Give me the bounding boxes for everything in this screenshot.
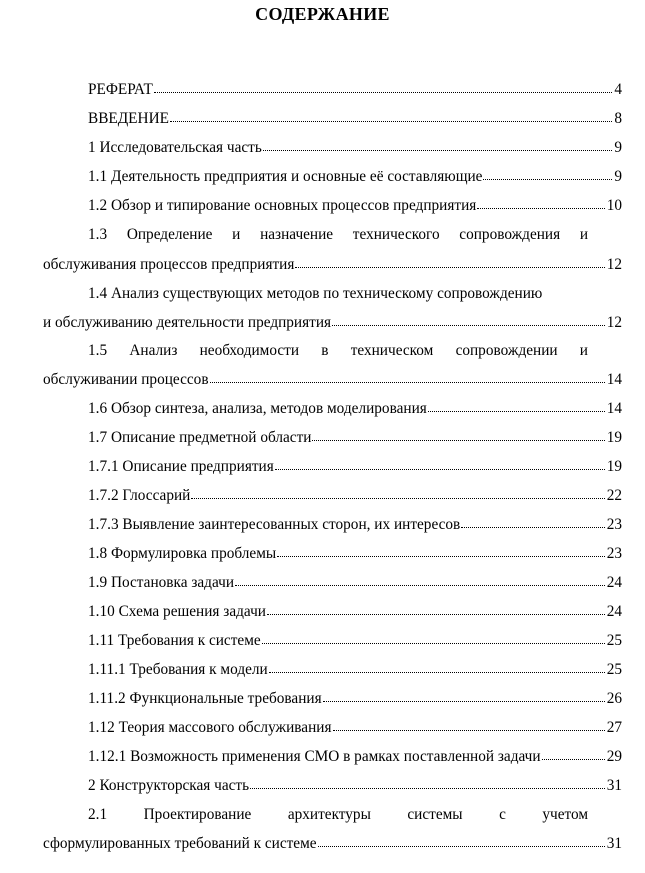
dot-leader: [210, 381, 605, 383]
dot-leader: [428, 410, 605, 412]
dot-leader: [318, 845, 605, 847]
word: учетом: [542, 806, 589, 823]
toc-entry-title: сформулированных требований к системе: [43, 835, 317, 852]
toc-entry-page: 24: [606, 574, 622, 591]
toc-entry[interactable]: [43, 314, 622, 332]
toc-entry-title: 1.7.1 Описание предприятия: [88, 458, 274, 475]
dot-leader: [269, 671, 605, 673]
word: 1.5: [88, 342, 108, 359]
toc-entry[interactable]: [88, 777, 622, 795]
toc-entry-page: 22: [606, 487, 622, 504]
toc-entry[interactable]: [88, 574, 622, 592]
dot-leader: [262, 642, 605, 644]
toc-entry-page: 19: [606, 458, 622, 475]
toc-entry[interactable]: [43, 371, 622, 389]
toc-entry[interactable]: [88, 81, 622, 99]
toc-entry-page: 31: [606, 835, 622, 852]
toc-entry[interactable]: [88, 516, 622, 534]
word: технического: [352, 226, 440, 243]
toc-entry-title: РЕФЕРАТ: [88, 81, 153, 98]
dot-leader: [263, 149, 613, 151]
toc-entry-title: 1.12 Теория массового обслуживания: [88, 719, 332, 736]
toc-entry-page: 9: [614, 168, 622, 185]
word: 1.3: [88, 226, 108, 243]
toc-entry-page: 4: [614, 81, 622, 98]
toc-entry-title: обслуживания процессов предприятия: [43, 256, 295, 273]
word: и: [579, 226, 589, 243]
toc-entry-page: 12: [606, 314, 622, 331]
toc-entry-title: 1.2 Обзор и типирование основных процессов предприятия: [88, 197, 477, 214]
dot-leader: [170, 120, 612, 122]
toc-entry-page: 26: [606, 690, 622, 707]
toc-entry-title: 1.6 Обзор синтеза, анализа, методов моделирования: [88, 400, 427, 417]
toc-entry-title: 1.9 Постановка задачи: [88, 574, 235, 591]
word: и: [579, 342, 588, 359]
toc-entry[interactable]: [88, 632, 622, 650]
toc-entry-page: 23: [606, 545, 622, 562]
page-title: СОДЕРЖАНИЕ: [255, 4, 390, 24]
toc-entry[interactable]: [88, 690, 622, 708]
toc-entry-page: 25: [606, 632, 622, 649]
word: сопровождении: [455, 342, 558, 359]
toc-entry[interactable]: [88, 168, 622, 186]
toc-entry[interactable]: [88, 719, 622, 737]
toc-entry-title: 1.12.1 Возможность применения СМО в рамках поставленной задачи: [88, 748, 541, 765]
toc-entry[interactable]: [88, 197, 622, 215]
toc-entry-line1[interactable]: [88, 285, 588, 303]
toc-entry[interactable]: [88, 458, 622, 476]
dot-leader: [191, 497, 604, 499]
word: назначение: [260, 226, 334, 243]
toc-entry[interactable]: [88, 487, 622, 505]
toc-entry[interactable]: [88, 110, 622, 128]
dot-leader: [332, 324, 605, 326]
toc-entry-title: 1.11.1 Требования к модели: [88, 661, 268, 678]
word: техническом: [350, 342, 434, 359]
dot-leader: [154, 91, 612, 93]
toc-entry-page: 12: [606, 256, 622, 273]
dot-leader: [250, 787, 605, 789]
toc-entry-line1[interactable]: [88, 342, 588, 360]
toc-entry[interactable]: [88, 139, 622, 157]
word: Анализ: [129, 342, 178, 359]
word: в: [321, 342, 329, 359]
toc-entry[interactable]: [43, 835, 622, 853]
word: и: [232, 226, 241, 243]
word: сопровождения: [459, 226, 561, 243]
toc-entry[interactable]: [88, 429, 622, 447]
dot-leader: [477, 207, 604, 209]
toc-entry[interactable]: [88, 545, 622, 563]
toc-entry[interactable]: [43, 256, 622, 274]
toc-entry-title: 1.1 Деятельность предприятия и основные её составляющие: [88, 168, 483, 185]
toc-entry-title: 1.11.2 Функциональные требования: [88, 690, 322, 707]
toc-entry-title: 1.4 Анализ существующих методов по техническому сопровождению: [88, 285, 543, 302]
toc-entry[interactable]: [88, 661, 622, 679]
toc-entry[interactable]: [88, 400, 622, 418]
word: Определение: [126, 226, 213, 243]
toc-entry-title: обслуживании процессов: [43, 371, 209, 388]
toc-entry-title: 1.7.2 Глоссарий: [88, 487, 191, 504]
toc-entry-title: 1 Исследовательская часть: [88, 139, 262, 156]
toc-entry-line1[interactable]: [88, 226, 588, 244]
dot-leader: [333, 729, 605, 731]
word: системы: [407, 806, 463, 823]
toc-entry-page: 10: [606, 197, 622, 214]
toc-entry-page: 14: [606, 400, 622, 417]
dot-leader: [323, 700, 605, 702]
toc-entry-title: 1.7.3 Выявление заинтересованных сторон, их интересов: [88, 516, 461, 533]
dot-leader: [312, 439, 604, 441]
dot-leader: [295, 266, 604, 268]
toc-entry-title: и обслуживанию деятельности предприятия: [43, 314, 332, 331]
dot-leader: [461, 526, 604, 528]
dot-leader: [235, 584, 605, 586]
toc-entry-title: 1.8 Формулировка проблемы: [88, 545, 277, 562]
toc-entry-page: 8: [614, 110, 622, 127]
dot-leader: [483, 178, 612, 180]
toc-entry-page: 14: [606, 371, 622, 388]
word: Проектирование: [143, 806, 252, 823]
toc-entry-title: 2 Конструкторская часть: [88, 777, 250, 794]
toc-entry-page: 27: [606, 719, 622, 736]
dot-leader: [267, 613, 605, 615]
toc-entry-page: 25: [606, 661, 622, 678]
toc-entry-page: 31: [606, 777, 622, 794]
toc-entry-title: 1.7 Описание предметной области: [88, 429, 312, 446]
toc-entry-page: 19: [606, 429, 622, 446]
word: необходимости: [199, 342, 300, 359]
toc-entry-line1[interactable]: [88, 806, 588, 824]
toc-entry-title: 1.11 Требования к системе: [88, 632, 261, 649]
toc-entry-page: 23: [606, 516, 622, 533]
toc-entry-title: ВВЕДЕНИЕ: [88, 110, 169, 127]
word: 2.1: [88, 806, 108, 823]
toc-entry[interactable]: [88, 748, 622, 766]
dot-leader: [277, 555, 605, 557]
word: с: [499, 806, 506, 823]
toc-entry-title: 1.10 Схема решения задачи: [88, 603, 266, 620]
toc-entry-page: 29: [606, 748, 622, 765]
toc-entry[interactable]: [88, 603, 622, 621]
toc-entry-page: 9: [614, 139, 622, 156]
word: архитектуры: [287, 806, 371, 823]
dot-leader: [275, 468, 605, 470]
dot-leader: [542, 758, 605, 760]
toc-entry-page: 24: [606, 603, 622, 620]
